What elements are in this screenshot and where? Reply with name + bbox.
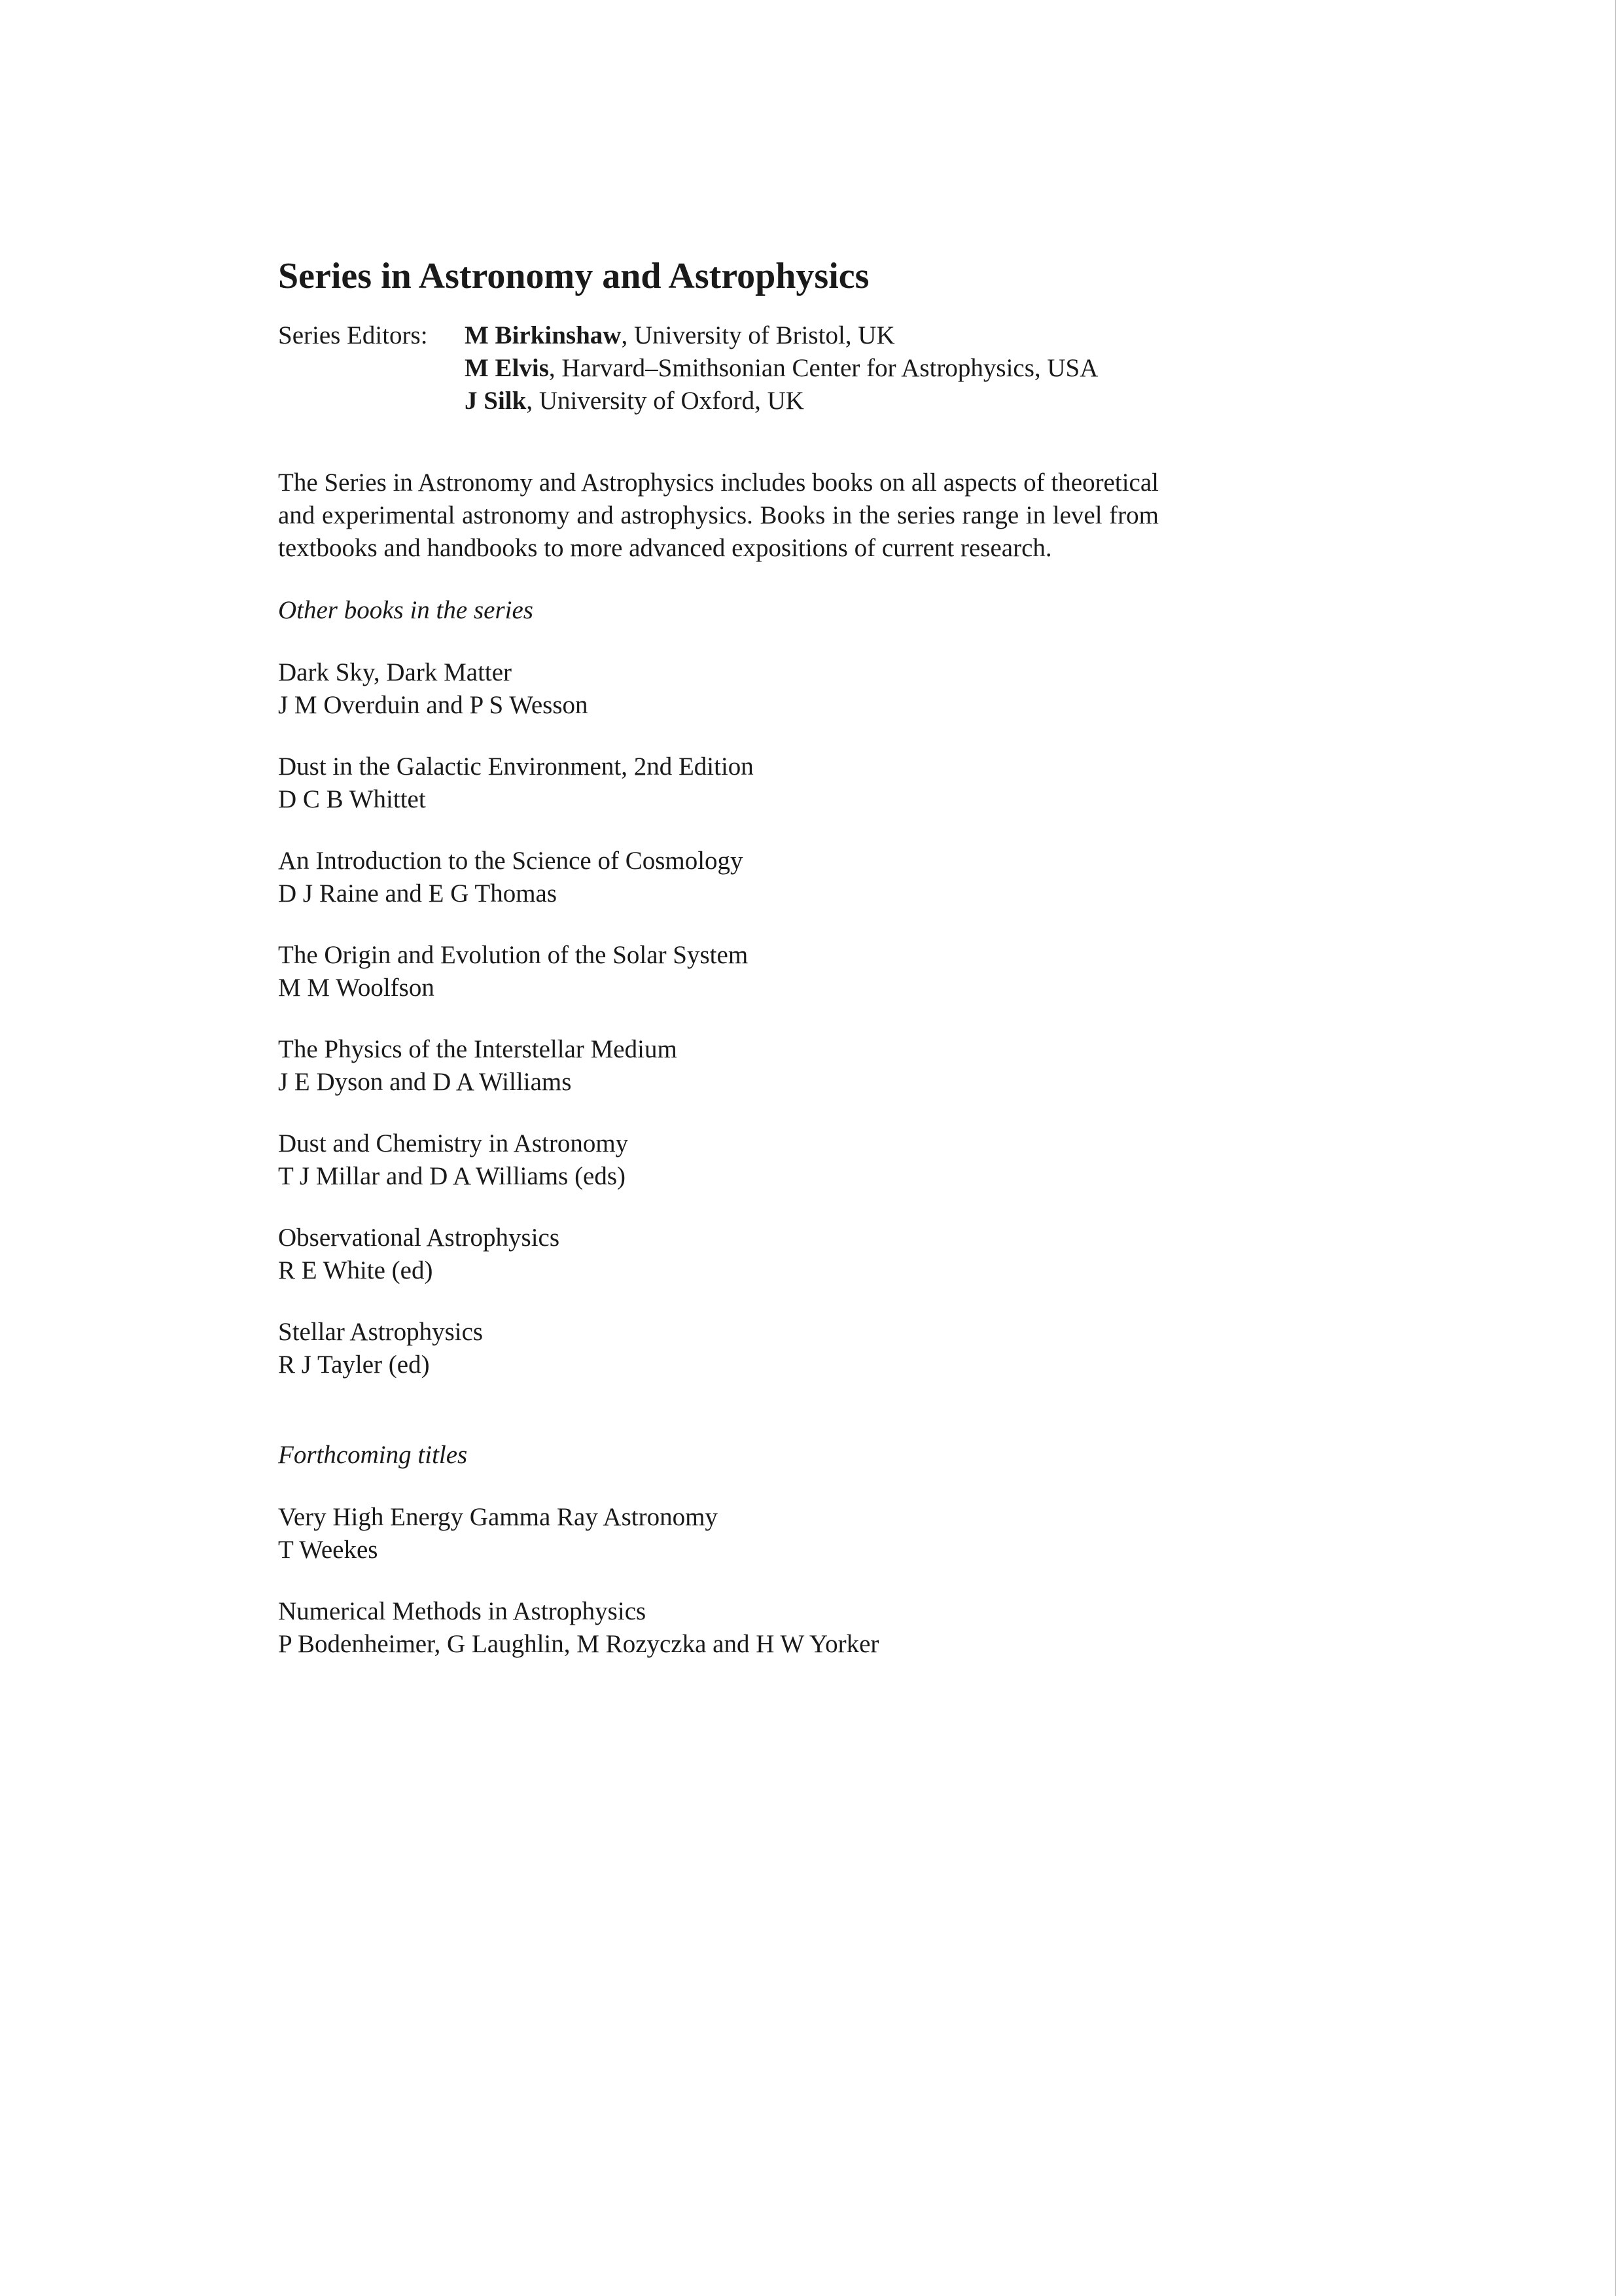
book-title: Numerical Methods in Astrophysics [278, 1597, 646, 1625]
book-authors: J M Overduin and P S Wesson [278, 691, 588, 719]
series-editors [278, 319, 1161, 417]
series-title: Series in Astronomy and Astrophysics [278, 256, 870, 296]
book-title: Observational Astrophysics [278, 1224, 560, 1252]
series-description: The Series in Astronomy and Astrophysics includes books on all aspects of theoretical and experimental astronomy and astrophysics. Books in the series range in level from textbooks and handbooks to more advanced expositions of current research. [278, 468, 1159, 562]
book-authors: R J Tayler (ed) [278, 1351, 430, 1379]
book-entry [278, 1316, 1161, 1381]
book-authors: P Bodenheimer, G Laughlin, M Rozyczka and H W Yorker [278, 1630, 879, 1658]
editor-name: M Birkinshaw [465, 321, 622, 349]
book-authors: J E Dyson and D A Williams [278, 1068, 572, 1096]
book-authors: T Weekes [278, 1536, 378, 1564]
book-title: Dark Sky, Dark Matter [278, 658, 512, 686]
book-title: Stellar Astrophysics [278, 1318, 484, 1346]
editor-entry [465, 352, 1161, 385]
page-content [278, 253, 1161, 1661]
book-entry [278, 1595, 1161, 1661]
forthcoming-list [278, 1501, 1161, 1661]
other-books-heading: Other books in the series [278, 596, 533, 624]
book-title: Very High Energy Gamma Ray Astronomy [278, 1503, 718, 1531]
book-entry [278, 1033, 1161, 1099]
other-books-list [278, 656, 1161, 1381]
book-authors: D J Raine and E G Thomas [278, 879, 557, 908]
book-title: Dust in the Galactic Environment, 2nd Edition [278, 752, 754, 781]
editor-entry [465, 319, 1161, 352]
book-authors: R E White (ed) [278, 1256, 433, 1284]
editor-list [465, 319, 1161, 417]
book-authors: T J Millar and D A Williams (eds) [278, 1162, 626, 1190]
book-entry [278, 751, 1161, 816]
editor-entry [465, 385, 1161, 417]
editor-affiliation: , University of Bristol, UK [621, 321, 895, 349]
book-title: Dust and Chemistry in Astronomy [278, 1129, 629, 1157]
book-entry [278, 1501, 1161, 1566]
forthcoming-heading: Forthcoming titles [278, 1441, 468, 1469]
page-edge-divider [1615, 0, 1616, 2296]
editor-affiliation: , Harvard–Smithsonian Center for Astrophysics, USA [548, 354, 1099, 382]
book-entry [278, 939, 1161, 1004]
editor-name: J Silk [465, 387, 527, 415]
book-title: An Introduction to the Science of Cosmology [278, 847, 743, 875]
book-authors: D C B Whittet [278, 785, 426, 813]
book-entry [278, 656, 1161, 722]
book-title: The Physics of the Interstellar Medium [278, 1035, 677, 1063]
book-authors: M M Woolfson [278, 974, 434, 1002]
book-entry [278, 845, 1161, 910]
editors-label: Series Editors: [278, 321, 428, 349]
book-title: The Origin and Evolution of the Solar System [278, 941, 749, 969]
editor-name: M Elvis [465, 354, 549, 382]
book-entry [278, 1127, 1161, 1193]
editor-affiliation: , University of Oxford, UK [526, 387, 804, 415]
book-entry [278, 1222, 1161, 1287]
